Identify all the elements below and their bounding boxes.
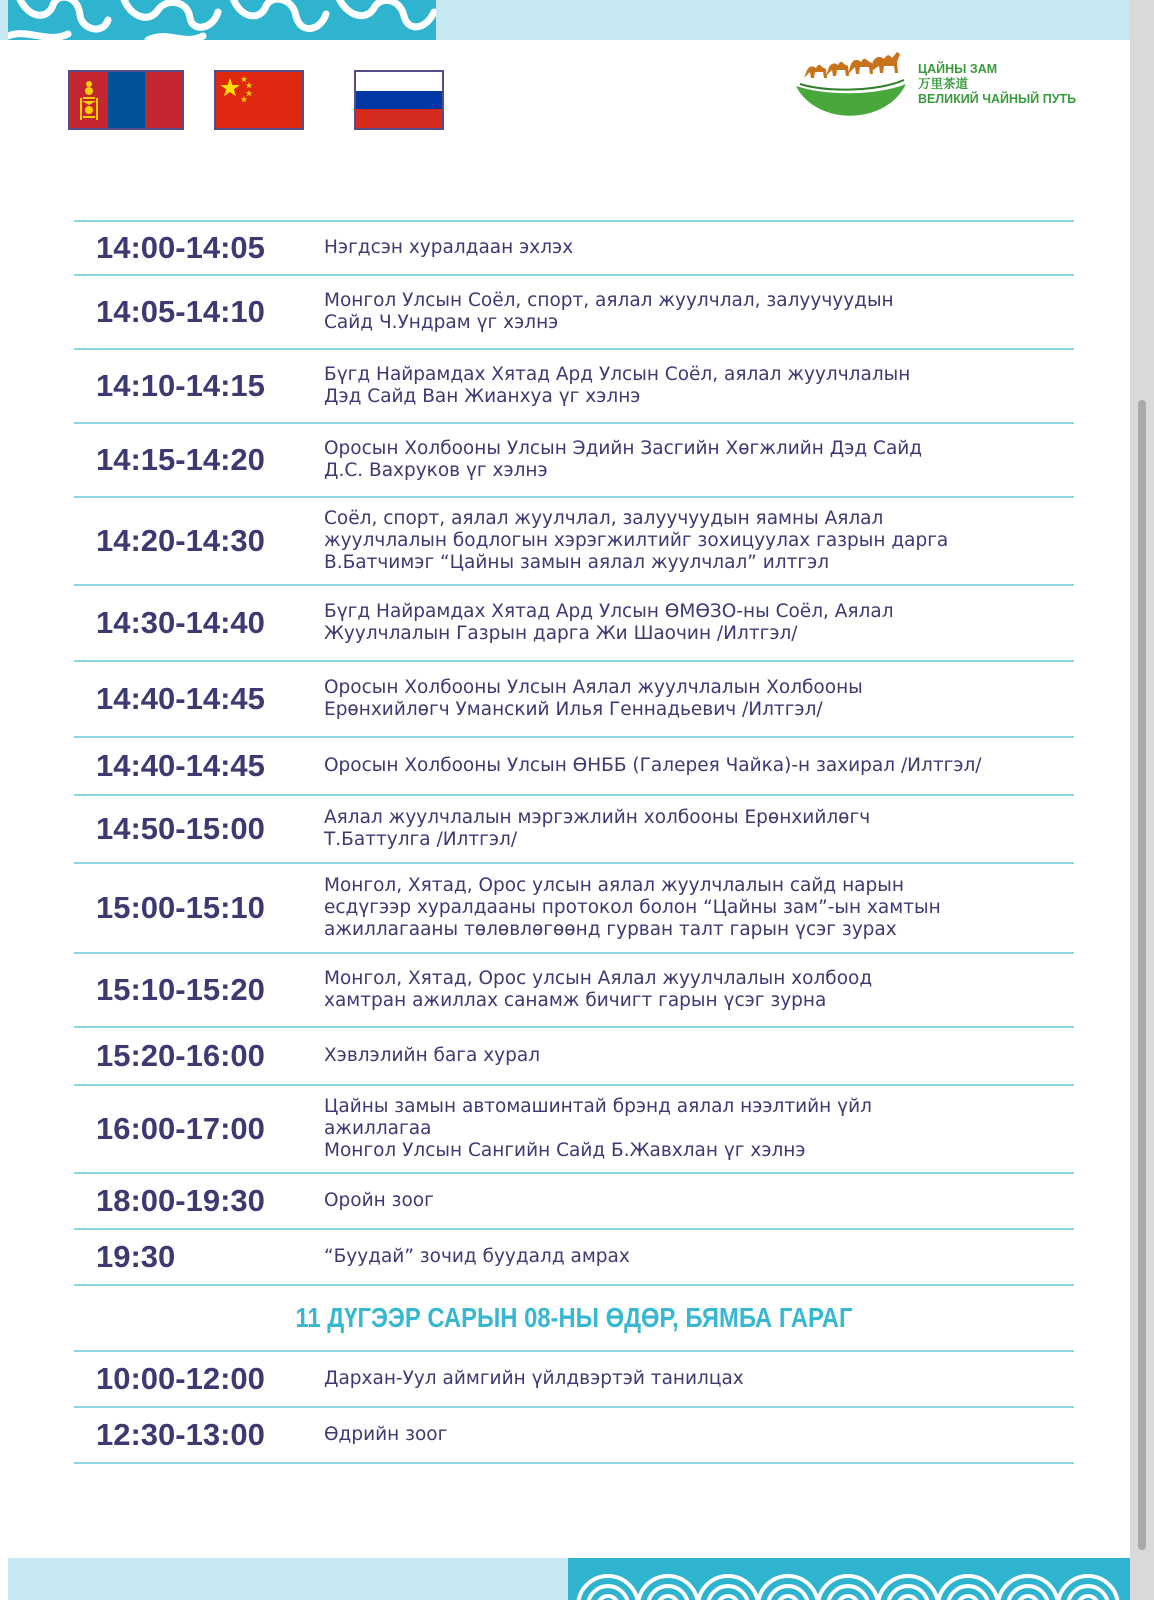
russia-flag — [354, 70, 444, 130]
event-description: Оросын Холбооны Улсын ӨНББ (Галерея Чайка)-н захирал /Илтгэл/ — [324, 755, 982, 776]
event-description: Цайны замын автомашинтай брэнд аялал нээлтийн үйл ажиллагаа Монгол Улсын Сангийн Сайд Б.Жавхлан үг хэлнэ — [324, 1096, 872, 1161]
time-slot: 12:30-13:00 — [96, 1417, 265, 1452]
schedule-table — [74, 220, 1074, 1464]
event-description: Бүгд Найрамдах Хятад Ард Улсын ӨМӨЗО-ны Соёл, Аялал Жуулчлалын Газрын дарга Жи Шаочин /Илтгэл/ — [324, 601, 894, 644]
time-slot: 14:10-14:15 — [96, 368, 265, 403]
logo-line-2: 万里茶道 — [918, 77, 969, 91]
time-slot: 18:00-19:30 — [96, 1183, 265, 1218]
day-heading-text: 11 ДҮГЭЭР САРЫН 08-НЫ ӨДӨР, БЯМБА ГАРАГ — [295, 1302, 853, 1333]
time-slot: 15:00-15:10 — [96, 890, 265, 925]
logo-text — [918, 62, 1076, 107]
event-description: Аялал жуулчлалын мэргэжлийн холбооны Ерөнхийлөгч Т.Баттулга /Илтгэл/ — [324, 807, 871, 850]
time-slot: 14:05-14:10 — [96, 294, 265, 329]
event-description: Дархан-Уул аймгийн үйлдвэртэй танилцах — [324, 1368, 744, 1389]
event-description: Хэвлэлийн бага хурал — [324, 1045, 541, 1066]
event-description: “Буудай” зочид буудалд амрах — [324, 1246, 630, 1267]
schedule-row — [74, 864, 1074, 954]
logo-line-3: ВЕЛИКИЙ ЧАЙНЫЙ ПУТЬ — [918, 92, 1077, 106]
top-wave-pattern — [8, 0, 436, 40]
schedule-row — [74, 662, 1074, 738]
event-description: Оросын Холбооны Улсын Аялал жуулчлалын Холбооны Ерөнхийлөгч Уманский Илья Геннадьевич /Илтгэл/ — [324, 677, 863, 720]
time-slot: 14:30-14:40 — [96, 605, 265, 640]
schedule-row — [74, 954, 1074, 1028]
time-slot: 16:00-17:00 — [96, 1111, 265, 1146]
event-description: Оройн зоог — [324, 1190, 434, 1211]
scrollbar-thumb[interactable] — [1138, 400, 1146, 1550]
scrollbar-track[interactable] — [1130, 0, 1154, 1600]
event-description: Монгол, Хятад, Орос улсын аялал жуулчлалын сайд нарын есдүгээр хуралдааны протокол болон “Цайны зам”-ын хамтын ажиллагааны төлөвлөгөөнд гурван талт гарын үсэг зурах — [324, 875, 941, 940]
event-description: Нэгдсэн хуралдаан эхлэх — [324, 237, 574, 258]
time-slot: 14:50-15:00 — [96, 811, 265, 846]
schedule-row — [74, 586, 1074, 662]
event-description: Оросын Холбооны Улсын Эдийн Засгийн Хөгжлийн Дэд Сайд Д.С. Вахруков үг хэлнэ — [324, 438, 923, 481]
mongolia-flag — [68, 70, 184, 130]
event-description: Өдрийн зоог — [324, 1424, 448, 1445]
schedule-row — [74, 498, 1074, 586]
schedule-row — [74, 424, 1074, 498]
china-flag — [214, 70, 304, 130]
schedule-row — [74, 350, 1074, 424]
event-description: Соёл, спорт, аялал жуулчлал, залуучуудын яамны Аялал жуулчлалын бодлогын хэрэгжилтийг зохицуулах газрын дарга В.Батчимэг “Цайны замын аялал жуулчлал” илтгэл — [324, 508, 949, 573]
time-slot: 14:40-14:45 — [96, 748, 265, 783]
logo-line-1: ЦАЙНЫ ЗАМ — [918, 62, 998, 76]
schedule-row — [74, 1086, 1074, 1174]
time-slot: 14:40-14:45 — [96, 681, 265, 716]
time-slot: 14:00-14:05 — [96, 230, 265, 265]
schedule-row — [74, 796, 1074, 864]
schedule-row — [74, 738, 1074, 796]
time-slot: 14:20-14:30 — [96, 523, 265, 558]
event-description: Монгол Улсын Соёл, спорт, аялал жуулчлал, залуучуудын Сайд Ч.Ундрам үг хэлнэ — [324, 290, 894, 333]
schedule-row — [74, 1028, 1074, 1086]
schedule-row — [74, 1352, 1074, 1408]
time-slot: 15:20-16:00 — [96, 1038, 265, 1073]
schedule-row — [74, 276, 1074, 350]
schedule-row — [74, 1174, 1074, 1230]
time-slot: 19:30 — [96, 1239, 176, 1274]
time-slot: 15:10-15:20 — [96, 972, 265, 1007]
bottom-band — [8, 1558, 1130, 1600]
time-slot: 10:00-12:00 — [96, 1361, 265, 1396]
event-description: Бүгд Найрамдах Хятад Ард Улсын Соёл, аялал жуулчлалын Дэд Сайд Ван Жианхуа үг хэлнэ — [324, 364, 911, 407]
schedule-row — [74, 220, 1074, 276]
event-description: Монгол, Хятад, Орос улсын Аялал жуулчлалын холбоод хамтран ажиллах санамж бичигт гарын үсэг зурна — [324, 968, 873, 1011]
time-slot: 14:15-14:20 — [96, 442, 265, 477]
day-heading — [74, 1286, 1074, 1352]
schedule-row — [74, 1408, 1074, 1464]
schedule-row — [74, 1230, 1074, 1286]
